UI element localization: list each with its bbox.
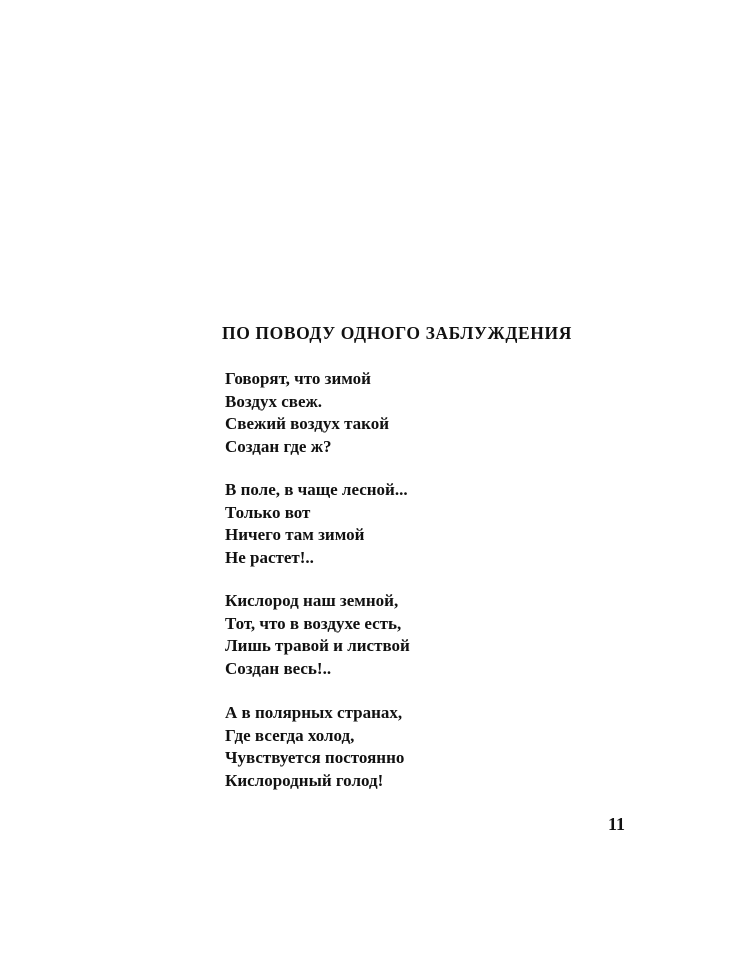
poem-line: Говорят, что зимой [225, 369, 371, 388]
poem-line: Свежий воздух такой [225, 414, 390, 433]
page-number: 11 [608, 814, 626, 834]
poem-line: Тот, что в воздухе есть, [225, 613, 402, 633]
poem-line: Не растет!.. [225, 547, 314, 567]
poem-line: Лишь травой и листвой [225, 636, 410, 655]
poem-line: Создан где ж? [225, 436, 332, 456]
poem-line: В поле, в чаще лесной... [225, 480, 408, 499]
stanza-3 [225, 590, 410, 680]
poem-line: Кислородный голод! [225, 770, 384, 790]
poem-line: Чувствуется постоянно [225, 748, 405, 767]
stanza-1 [225, 368, 389, 458]
poem-line: А в полярных странах, [225, 703, 403, 722]
poem-line: Только вот [225, 502, 311, 522]
poem-title: ПО ПОВОДУ ОДНОГО ЗАБЛУЖДЕНИЯ [222, 323, 572, 343]
stanza-4 [225, 702, 404, 792]
poem-line: Где всегда холод, [225, 725, 355, 745]
stanza-2 [225, 479, 408, 569]
poem-line: Воздух свеж. [225, 391, 323, 411]
poem-line: Создан весь!.. [225, 658, 332, 678]
poem-line: Кислород наш земной, [225, 591, 399, 610]
poem-line: Ничего там зимой [225, 525, 365, 544]
